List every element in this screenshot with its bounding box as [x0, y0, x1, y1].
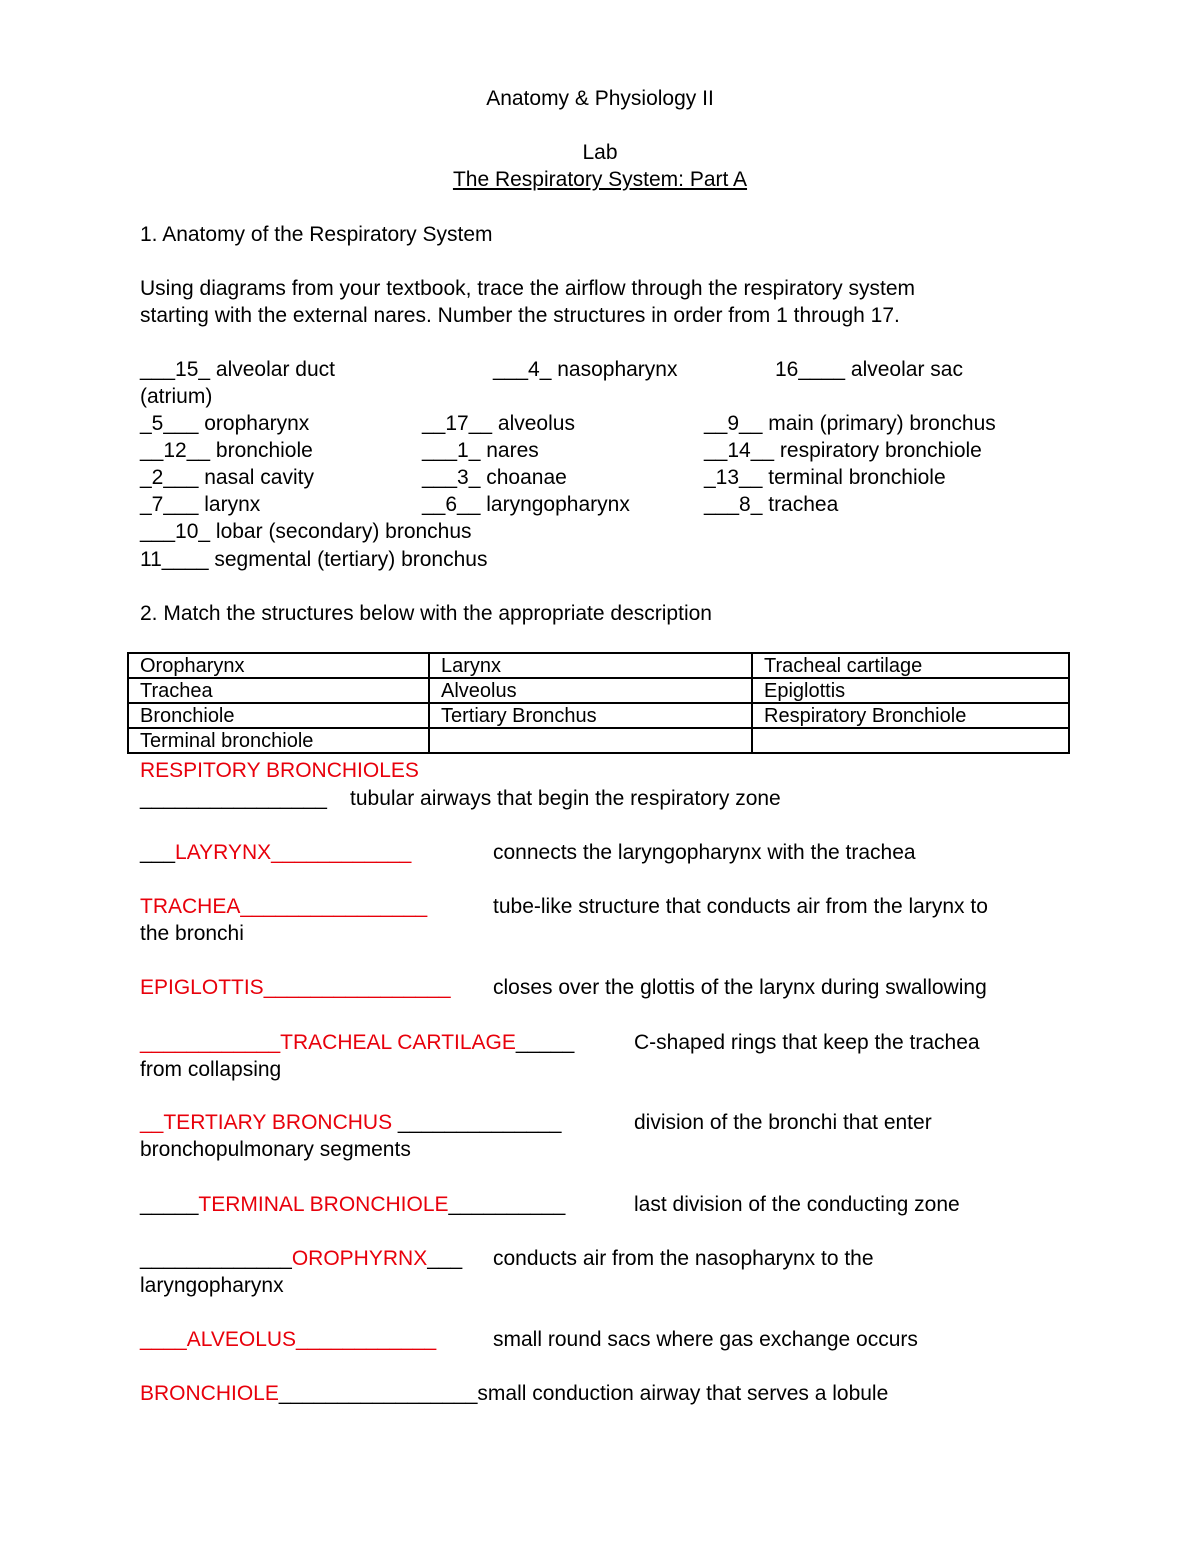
description-continued: laryngopharynx: [140, 1274, 284, 1297]
description-continued: bronchopulmonary segments: [140, 1138, 411, 1161]
section-1-instructions-line-1: Using diagrams from your textbook, trace the airflow through the respiratory system: [140, 277, 915, 300]
list-item: ___3_ choanae: [422, 466, 567, 489]
answer-trachea: TRACHEA: [140, 895, 241, 918]
section-1-instructions-line-2: starting with the external nares. Number the structures in order from 1 through 17.: [140, 304, 900, 327]
course-title: Anatomy & Physiology II: [486, 87, 714, 110]
table-row: [128, 703, 1069, 728]
answer-blank-post: ___: [427, 1247, 463, 1270]
answer-blank-post: ________________: [240, 895, 428, 918]
answer-line: [140, 839, 411, 866]
list-item: ___15_ alveolar duct: [140, 358, 335, 381]
description: closes over the glottis of the larynx during swallowing: [493, 976, 987, 999]
list-item: 16____ alveolar sac: [775, 358, 963, 381]
answer-terminal-bronchiole: TERMINAL BRONCHIOLE: [198, 1193, 449, 1216]
description: C-shaped rings that keep the trachea: [634, 1031, 980, 1054]
answer-bronchiole: BRONCHIOLE: [140, 1382, 279, 1405]
description-continued: the bronchi: [140, 922, 244, 945]
answer-blank-pre: __: [140, 1111, 164, 1134]
list-item: (atrium): [140, 385, 213, 408]
table-row: [128, 728, 1069, 753]
answer-blank: ________________: [140, 787, 327, 810]
section-2-heading: 2. Match the structures below with the appropriate description: [140, 602, 712, 625]
list-item: ___8_ trachea: [704, 493, 839, 516]
table-cell: Tracheal cartilage: [752, 653, 1069, 678]
list-item: __9__ main (primary) bronchus: [704, 412, 996, 435]
answer-line: [140, 1029, 574, 1056]
description: conducts air from the nasopharynx to the: [493, 1247, 874, 1270]
description: small conduction airway that serves a lobule: [477, 1382, 889, 1405]
answer-blank-pre: ___: [140, 841, 176, 864]
list-item: _7___ larynx: [140, 493, 261, 516]
answer-alveolus: ALVEOLUS: [186, 1328, 297, 1351]
answer-epiglottis: EPIGLOTTIS: [140, 976, 264, 999]
table-cell: Epiglottis: [752, 678, 1069, 703]
answer-tertiary-bronchus: TERTIARY BRONCHUS: [163, 1111, 393, 1134]
table-row: [128, 678, 1069, 703]
answer-line: [140, 974, 451, 1001]
answer-respiratory-bronchioles: RESPITORY BRONCHIOLES: [140, 759, 419, 782]
answer-line: [140, 1109, 561, 1136]
list-item: _5___ oropharynx: [140, 412, 310, 435]
document-title: The Respiratory System: Part A: [452, 168, 748, 191]
list-item: __14__ respiratory bronchiole: [704, 439, 982, 462]
description: division of the bronchi that enter: [634, 1111, 932, 1134]
description-continued: from collapsing: [140, 1058, 282, 1081]
list-item: _2___ nasal cavity: [140, 466, 314, 489]
answer-blank-pre: ____________: [140, 1031, 281, 1054]
answer-line: [140, 1245, 462, 1272]
list-item: ___1_ nares: [422, 439, 539, 462]
list-item: ___10_ lobar (secondary) bronchus: [140, 520, 472, 543]
table-row: [128, 653, 1069, 678]
table-cell: Terminal bronchiole: [128, 728, 429, 753]
table-cell: Oropharynx: [128, 653, 429, 678]
description: connects the laryngopharynx with the trachea: [493, 841, 916, 864]
answer-blank-pre: _____________: [140, 1247, 292, 1270]
answer-oropharynx: OROPHYRNX: [291, 1247, 428, 1270]
table-cell: Trachea: [128, 678, 429, 703]
answer-line: [140, 1191, 565, 1218]
description: last division of the conducting zone: [634, 1193, 960, 1216]
structures-table: [127, 652, 1070, 754]
table-cell: Alveolus: [429, 678, 752, 703]
list-item: ___4_ nasopharynx: [493, 358, 678, 381]
description: tubular airways that begin the respiratory zone: [350, 787, 781, 810]
lab-label: Lab: [582, 141, 618, 164]
answer-blank-pre: ____: [140, 1328, 187, 1351]
description: tube-like structure that conducts air from the larynx to: [493, 895, 988, 918]
answer-blank-post: __________: [448, 1193, 566, 1216]
answer-blank-post: ______________: [392, 1111, 562, 1134]
section-1-heading: 1. Anatomy of the Respiratory System: [140, 223, 493, 246]
answer-blank-post: ____________: [296, 1328, 437, 1351]
table-cell: Bronchiole: [128, 703, 429, 728]
table-cell: [429, 728, 752, 753]
table-cell: Larynx: [429, 653, 752, 678]
table-cell: Tertiary Bronchus: [429, 703, 752, 728]
answer-larynx: LAYRYNX: [175, 841, 272, 864]
answer-line: [140, 1326, 436, 1353]
answer-blank-pre: _____: [140, 1193, 199, 1216]
table-cell: Respiratory Bronchiole: [752, 703, 1069, 728]
answer-blank-post: ____________: [271, 841, 412, 864]
answer-blank-post: _____: [515, 1031, 575, 1054]
list-item: __12__ bronchiole: [140, 439, 313, 462]
answer-tracheal-cartilage: TRACHEAL CARTILAGE: [280, 1031, 516, 1054]
list-item: __17__ alveolus: [422, 412, 575, 435]
answer-line: [140, 893, 427, 920]
list-item: __6__ laryngopharynx: [422, 493, 630, 516]
list-item: _13__ terminal bronchiole: [704, 466, 946, 489]
answer-blank-post: _________________: [278, 1382, 478, 1405]
description: small round sacs where gas exchange occurs: [493, 1328, 918, 1351]
answer-blank-post: ________________: [263, 976, 451, 999]
answer-line: [140, 1380, 888, 1407]
table-cell: [752, 728, 1069, 753]
list-item: 11____ segmental (tertiary) bronchus: [140, 548, 488, 571]
